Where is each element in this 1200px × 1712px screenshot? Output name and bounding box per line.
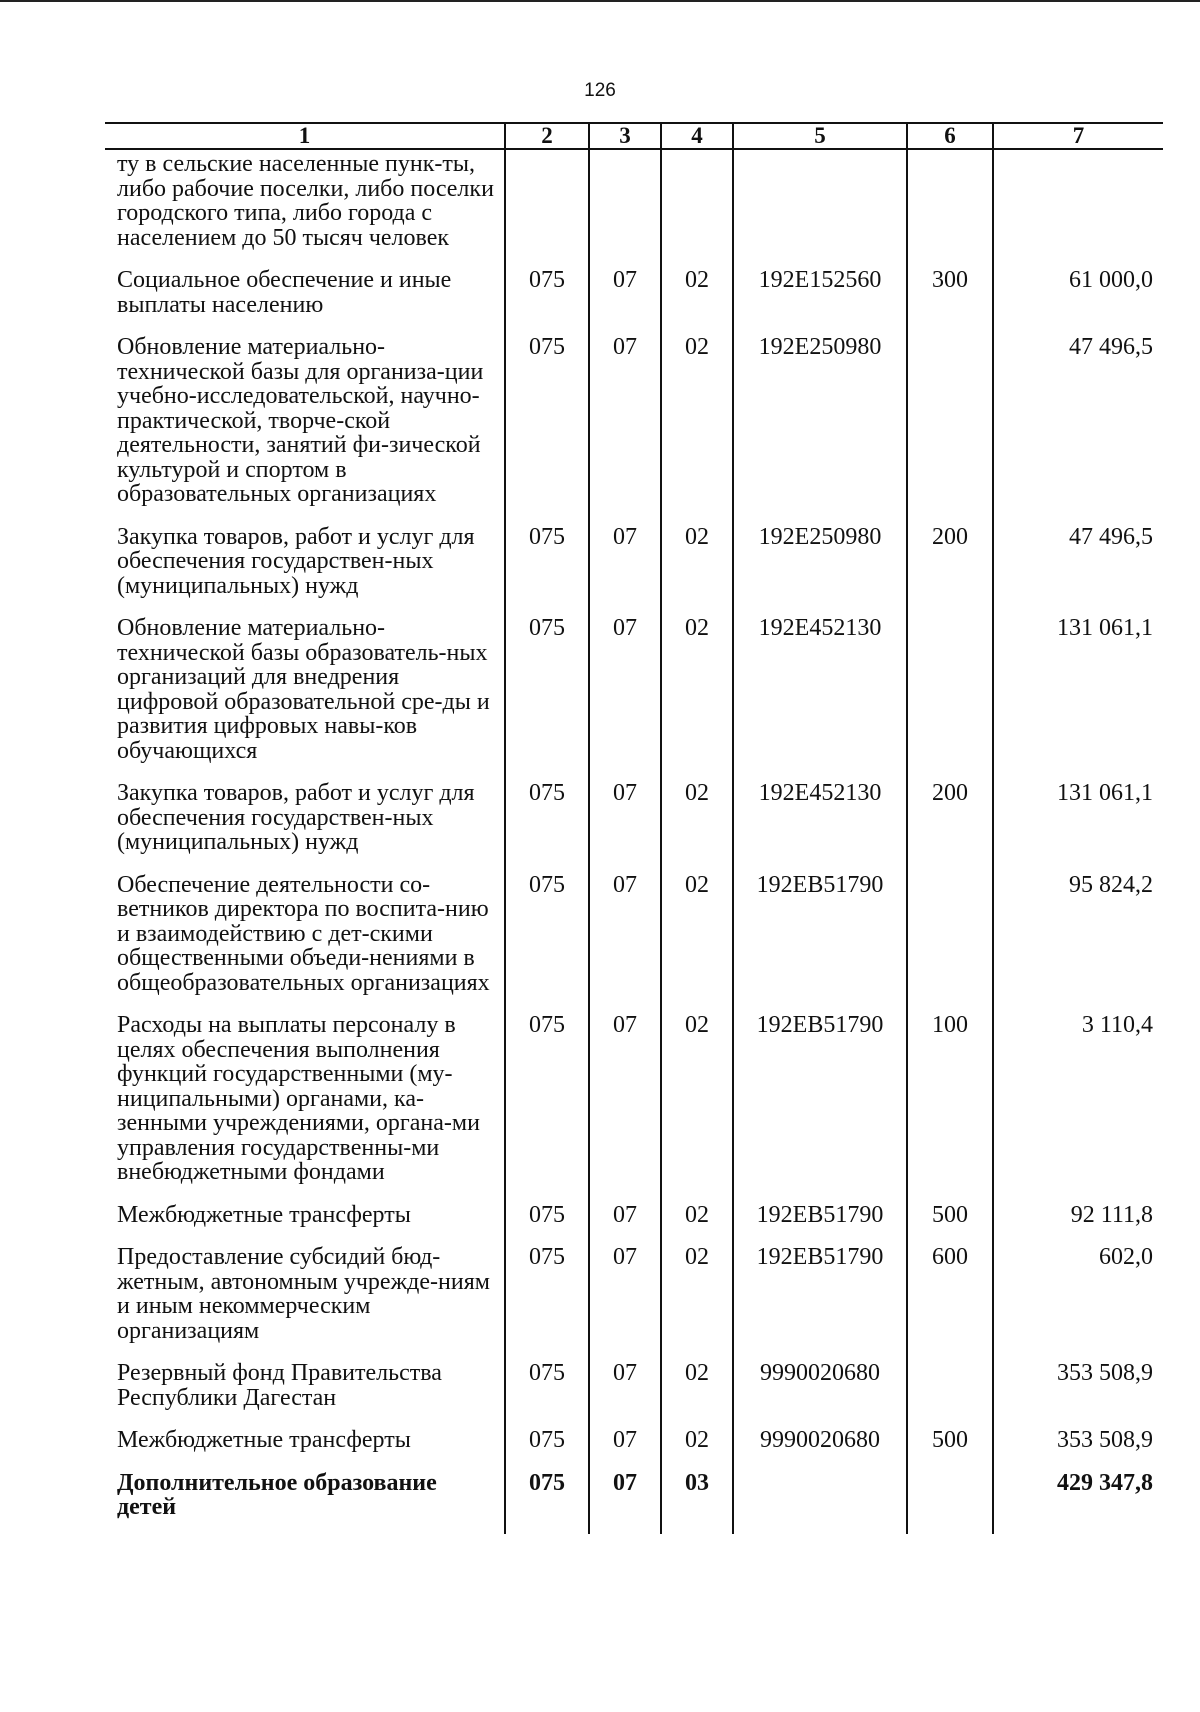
cell-section: 07	[589, 1241, 661, 1357]
cell-target-article: 9990020680	[733, 1357, 907, 1424]
cell-amount: 429 347,8	[993, 1467, 1163, 1534]
table-row	[105, 612, 1163, 777]
header-row	[105, 123, 1163, 149]
cell-ministry-code: 075	[505, 1009, 589, 1199]
cell-amount: 47 496,5	[993, 331, 1163, 521]
cell-section: 07	[589, 1199, 661, 1242]
cell-expense-type	[907, 149, 993, 264]
table-row	[105, 331, 1163, 521]
cell-subsection: 02	[661, 521, 733, 613]
row-description: Межбюджетные трансферты	[105, 1199, 505, 1242]
cell-target-article: 192EB51790	[733, 869, 907, 1010]
column-header-3: 3	[589, 123, 661, 149]
cell-target-article: 192E250980	[733, 521, 907, 613]
table-row	[105, 1467, 1163, 1534]
cell-subsection: 03	[661, 1467, 733, 1534]
table-row	[105, 1199, 1163, 1242]
cell-target-article: 192E452130	[733, 777, 907, 869]
page-number: 126	[584, 80, 616, 101]
cell-expense-type: 500	[907, 1424, 993, 1467]
cell-expense-type	[907, 869, 993, 1010]
cell-ministry-code: 075	[505, 1199, 589, 1242]
cell-amount: 47 496,5	[993, 521, 1163, 613]
row-description: Межбюджетные трансферты	[105, 1424, 505, 1467]
cell-section: 07	[589, 1009, 661, 1199]
cell-expense-type	[907, 1357, 993, 1424]
cell-expense-type: 100	[907, 1009, 993, 1199]
cell-subsection: 02	[661, 264, 733, 331]
cell-subsection: 02	[661, 777, 733, 869]
table-row	[105, 777, 1163, 869]
cell-section: 07	[589, 264, 661, 331]
cell-ministry-code: 075	[505, 777, 589, 869]
cell-subsection: 02	[661, 1241, 733, 1357]
row-description: Закупка товаров, работ и услуг для обеспечения государствен-ных (муниципальных) нужд	[105, 777, 505, 869]
cell-expense-type	[907, 1467, 993, 1534]
cell-expense-type: 600	[907, 1241, 993, 1357]
cell-expense-type: 300	[907, 264, 993, 331]
row-description: Обновление материально-технической базы для организа-ции учебно-исследовательской, научно-практической, творче-ской деятельности, занятий фи-зической культурой и спортом в образовательных организациях	[105, 331, 505, 521]
cell-ministry-code	[505, 149, 589, 264]
cell-expense-type	[907, 612, 993, 777]
cell-amount: 602,0	[993, 1241, 1163, 1357]
cell-target-article: 192EB51790	[733, 1009, 907, 1199]
cell-ministry-code: 075	[505, 1424, 589, 1467]
table-row	[105, 149, 1163, 264]
cell-section	[589, 149, 661, 264]
cell-target-article: 192E250980	[733, 331, 907, 521]
table-row	[105, 1424, 1163, 1467]
cell-ministry-code: 075	[505, 1241, 589, 1357]
cell-subsection: 02	[661, 1357, 733, 1424]
cell-amount: 92 111,8	[993, 1199, 1163, 1242]
cell-target-article: 192EB51790	[733, 1241, 907, 1357]
row-description: Дополнительное образование детей	[105, 1467, 505, 1534]
cell-subsection: 02	[661, 1424, 733, 1467]
cell-amount: 131 061,1	[993, 612, 1163, 777]
cell-amount: 131 061,1	[993, 777, 1163, 869]
cell-section: 07	[589, 1424, 661, 1467]
column-header-1: 1	[105, 123, 505, 149]
cell-expense-type: 200	[907, 777, 993, 869]
cell-ministry-code: 075	[505, 264, 589, 331]
cell-expense-type: 200	[907, 521, 993, 613]
column-header-7: 7	[993, 123, 1163, 149]
cell-amount: 61 000,0	[993, 264, 1163, 331]
column-header-2: 2	[505, 123, 589, 149]
cell-subsection: 02	[661, 612, 733, 777]
cell-amount	[993, 149, 1163, 264]
table-row	[105, 1241, 1163, 1357]
row-description: Обеспечение деятельности со-ветников директора по воспита-нию и взаимодействию с дет-скими общественными объеди-нениями в общеобразовательных организациях	[105, 869, 505, 1010]
column-header-4: 4	[661, 123, 733, 149]
cell-target-article: 9990020680	[733, 1424, 907, 1467]
table-row	[105, 1357, 1163, 1424]
cell-subsection: 02	[661, 1009, 733, 1199]
row-description: ту в сельские населенные пунк-ты, либо рабочие поселки, либо поселки городского типа, либо города с населением до 50 тысяч человек	[105, 149, 505, 264]
cell-amount: 95 824,2	[993, 869, 1163, 1010]
cell-target-article	[733, 1467, 907, 1534]
cell-amount: 353 508,9	[993, 1424, 1163, 1467]
cell-target-article: 192E152560	[733, 264, 907, 331]
row-description: Расходы на выплаты персоналу в целях обеспечения выполнения функций государственными (му-ниципальными) органами, ка-зенными учреждениями, органа-ми управления государственны-ми внебюджетными фондами	[105, 1009, 505, 1199]
column-header-6: 6	[907, 123, 993, 149]
cell-section: 07	[589, 521, 661, 613]
scan-top-edge	[0, 0, 1200, 2]
cell-section: 07	[589, 1467, 661, 1534]
row-description: Обновление материально-технической базы образователь-ных организаций для внедрения цифровой образовательной сре-ды и развития цифровых навы-ков обучающихся	[105, 612, 505, 777]
row-description: Резервный фонд Правительства Республики Дагестан	[105, 1357, 505, 1424]
cell-ministry-code: 075	[505, 521, 589, 613]
row-description: Закупка товаров, работ и услуг для обеспечения государствен-ных (муниципальных) нужд	[105, 521, 505, 613]
cell-ministry-code: 075	[505, 331, 589, 521]
cell-amount: 3 110,4	[993, 1009, 1163, 1199]
budget-table	[105, 122, 1163, 1534]
table-row	[105, 869, 1163, 1010]
cell-section: 07	[589, 331, 661, 521]
cell-section: 07	[589, 612, 661, 777]
table-row	[105, 264, 1163, 331]
cell-amount: 353 508,9	[993, 1357, 1163, 1424]
cell-target-article: 192EB51790	[733, 1199, 907, 1242]
cell-expense-type	[907, 331, 993, 521]
column-header-5: 5	[733, 123, 907, 149]
cell-target-article: 192E452130	[733, 612, 907, 777]
table-row	[105, 1009, 1163, 1199]
cell-target-article	[733, 149, 907, 264]
row-description: Предоставление субсидий бюд-жетным, автономным учрежде-ниям и иным некоммерческим организациям	[105, 1241, 505, 1357]
cell-subsection: 02	[661, 1199, 733, 1242]
cell-subsection: 02	[661, 331, 733, 521]
cell-subsection: 02	[661, 869, 733, 1010]
cell-ministry-code: 075	[505, 612, 589, 777]
cell-ministry-code: 075	[505, 869, 589, 1010]
cell-section: 07	[589, 1357, 661, 1424]
row-description: Социальное обеспечение и иные выплаты населению	[105, 264, 505, 331]
cell-section: 07	[589, 777, 661, 869]
cell-ministry-code: 075	[505, 1357, 589, 1424]
cell-subsection	[661, 149, 733, 264]
table-row	[105, 521, 1163, 613]
cell-section: 07	[589, 869, 661, 1010]
cell-ministry-code: 075	[505, 1467, 589, 1534]
cell-expense-type: 500	[907, 1199, 993, 1242]
